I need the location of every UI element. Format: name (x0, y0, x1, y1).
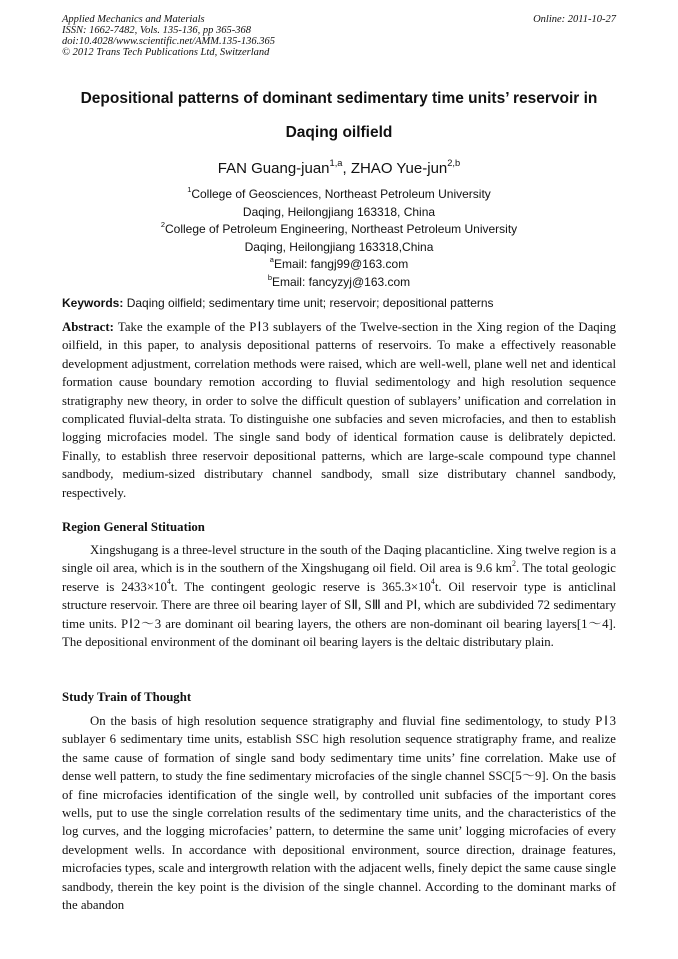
keywords-text: Daqing oilfield; sedimentary time unit; reservoir; depositional patterns (123, 296, 494, 310)
region-sup-1: 2 (511, 558, 516, 568)
author-2-affil: 2,b (447, 157, 461, 168)
region-text-2: . The total geologic reserve is 2433×10 (62, 561, 616, 594)
email-b-mark: b (267, 272, 272, 282)
abstract-label: Abstract: (62, 320, 114, 334)
affiliation-2-city: Daqing, Heilongjiang 163318,China (244, 239, 434, 254)
author-1-affil: 1,a (329, 157, 343, 168)
journal-name: Applied Mechanics and Materials (62, 14, 205, 25)
affiliation-2 (40, 221, 638, 239)
email-a-mark: a (269, 255, 274, 265)
copyright-line: © 2012 Trans Tech Publications Ltd, Switzerland (62, 47, 270, 58)
section-study-paragraph: On the basis of high resolution sequence stratigraphy and fluvial fine sedimentology, to study PⅠ3 sublayer 6 sedimentary time units, establish SSC high resolution sequence stratigraphy frame, and realize the same cause of formation of single sand body sedimentary time units’ fine correlation. Make use of dense well pattern, to study the fine sedimentary microfacies of the single channel SSC[5～9]. On the basis of fine microfacies identification of the single well, by controlled unit subfacies of the important cores wells, put to use the single correlation results of the sedimentary time units, and the characteristics of the log curves, and the logging microfacies’ pattern, to determine the same unit’ logging microfacies of every development wells. In accordance with depositional environment, source direction, drainage features, microfacies types, scale and intergrowth relation with the adjacent wells, finely depict the same cause single sandbody, therein the key point is the division of the single channel. According to the dominant marks of the abandon (62, 714, 616, 913)
section-heading-region: Region General Stituation (62, 520, 205, 534)
paper-title (40, 90, 638, 142)
section-heading-study: Study Train of Thought (62, 690, 192, 704)
email-b (40, 274, 638, 292)
region-text-4: t. Oil reservoir type is anticlinal structure reservoir. There are three oil bearing layer of SⅡ, SⅢ and PⅠ, which are subdivided 72 sedimentary time units. PⅠ2～3 are dominant oil bearing layers, the others are non-dominant oil bearing layers[1～4]. The depositional environment of the dominant oil bearing layers is the deltaic distributary plain. (62, 579, 616, 650)
region-text-1: Xingshugang is a three-level structure in the south of the Daqing placanticline. Xing twelve region is a single oil area, which is in the southern of the Xingshugang oil field. Oil area is 9.6 km (62, 543, 616, 576)
affiliation-1-city: Daqing, Heilongjiang 163318, China (242, 204, 436, 219)
affiliation-1 (40, 186, 638, 204)
region-text-3: t. The contingent geologic reserve is 365.3×10 (170, 579, 431, 594)
email-a (40, 256, 638, 274)
region-sup-2: 4 (166, 577, 171, 587)
doi-line: doi:10.4028/www.scientific.net/AMM.135-136.365 (62, 36, 275, 47)
affiliation-1-text: College of Geosciences, Northeast Petroleum University (191, 187, 491, 201)
affiliation-2-mark: 2 (160, 220, 165, 230)
abstract-text: Take the example of the PⅠ3 sublayers of the Twelve-section in the Xing region of the Daqing oilfield, in this paper, to analysis depositional patterns of reservoirs. To make a effectively reasonable development adjustment, correlation methods were raised, which are well-well, plane well net and identical formation cause boundary remotion according to fluvial sedimentology and high resolution sequence stratigraphy new theory, in order to solve the difficult question of sublayers’ unification and correlation in complicated fluvial-delta strata. To distinguishe one subfacies and seven microfacies, and then to establish logging microfacies model. The single sand body of identical formation cause is delibrately depicted. Finally, to establish three reservoir depositional patterns, which are large-scale compound type channel sandbody, medium-sized distributary channel sandbody, small size distributary channel sandbody, respectively. (62, 320, 616, 500)
author-list (40, 157, 638, 178)
issn-line: ISSN: 1662-7482, Vols. 135-136, pp 365-368 (62, 25, 251, 36)
title-line-1: Depositional patterns of dominant sedimentary time units’ reservoir in (80, 90, 598, 107)
email-b-text[interactable]: Email: fancyzyj@163.com (271, 274, 411, 289)
online-date: Online: 2011-10-27 (533, 14, 616, 25)
keywords-label: Keywords: (62, 296, 124, 310)
affiliations (40, 186, 638, 292)
region-sup-3: 4 (430, 577, 435, 587)
abstract (62, 318, 616, 502)
title-line-2: Daqing oilfield (285, 124, 393, 141)
email-a-text[interactable]: Email: fangj99@163.com (273, 257, 409, 272)
journal-header (62, 14, 616, 58)
author-2: ZHAO Yue-jun (350, 160, 448, 177)
keywords (62, 296, 618, 311)
author-separator: , (342, 160, 351, 177)
section-region-paragraph (62, 541, 616, 651)
affiliation-1-mark: 1 (187, 184, 192, 194)
author-1: FAN Guang-juan (217, 160, 330, 177)
affiliation-2-text: College of Petroleum Engineering, Northeast Petroleum University (164, 222, 518, 237)
